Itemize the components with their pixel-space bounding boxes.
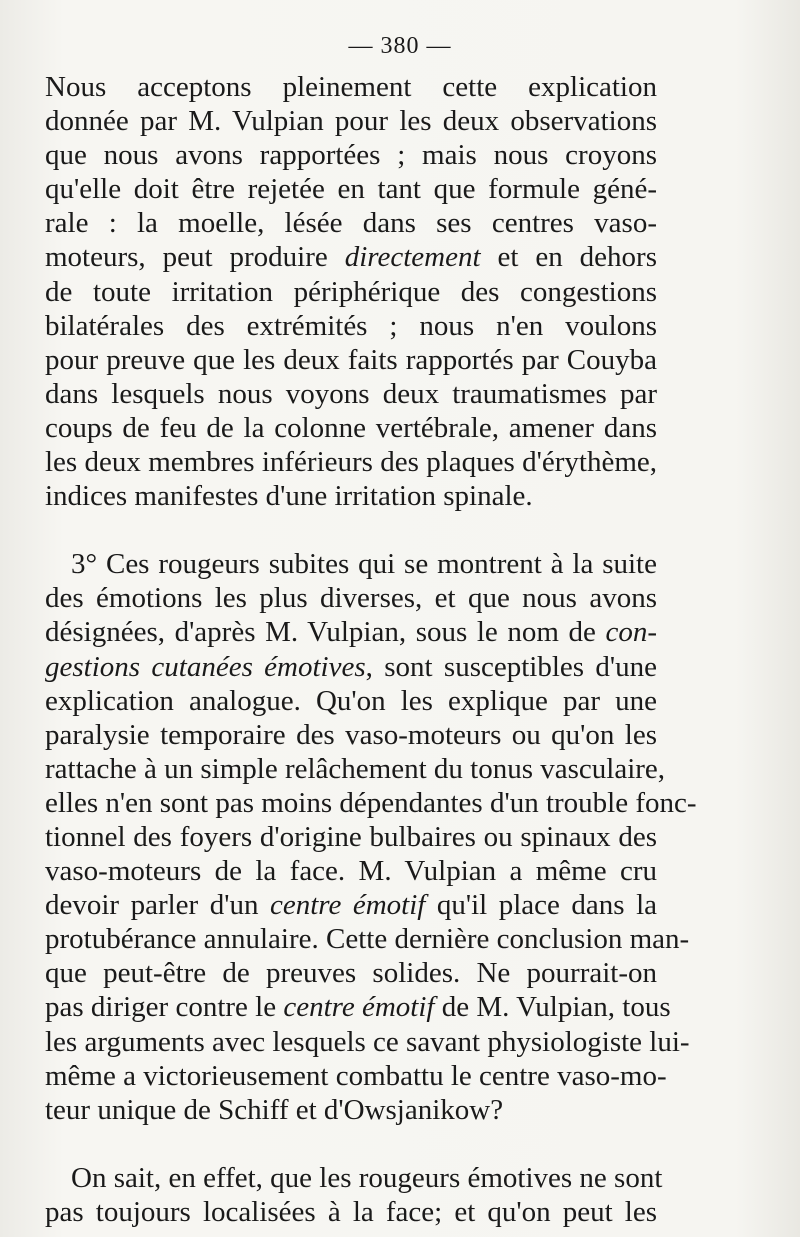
text-line: qu'elle doit être rejetée en tant que formule géné- [45,173,657,206]
text-line: vaso-moteurs de la face. M. Vulpian a même cru [45,855,657,888]
text-line: pas toujours localisées à la face; et qu'on peut les [45,1195,657,1228]
text-line: que peut-être de preuves solides. Ne pourrait-on [45,957,657,990]
text-line: gestions cutanées émotives, sont susceptibles d'une [45,650,657,683]
text-line: moteurs, peut produire directement et en dehors [45,241,657,274]
text-line: paralysie temporaire des vaso-moteurs ou qu'on les [45,718,657,751]
text-line: les deux membres inférieurs des plaques d'érythème, [45,446,657,479]
text-line: 3° Ces rougeurs subites qui se montrent à la suite [71,548,657,581]
text-line: explication analogue. Qu'on les explique par une [45,684,657,717]
text-line: elles n'en sont pas moins dépendantes d'un trouble fonc- [45,786,697,819]
text-line: bilatérales des extrémités ; nous n'en voulons [45,309,657,342]
text-line: dans lesquels nous voyons deux traumatismes par [45,377,657,410]
text-line: coups de feu de la colonne vertébrale, amener dans [45,411,657,444]
text-line: donnée par M. Vulpian pour les deux observations [45,105,657,138]
text-line: Nous acceptons pleinement cette explication [45,71,657,103]
text-line: pour preuve que les deux faits rapportés par Couyba [45,343,657,376]
text-line: devoir parler d'un centre émotif qu'il place dans la [45,889,657,922]
text-line: rattache à un simple relâchement du tonus vasculaire, [45,752,666,785]
text-line: rale : la moelle, lésée dans ses centres vaso- [45,207,657,240]
text-line: que nous avons rapportées ; mais nous croyons [45,139,657,172]
text-line: les arguments avec lesquels ce savant physiologiste lui- [45,1025,690,1058]
text-line: désignées, d'après M. Vulpian, sous le nom de con- [45,616,657,649]
text-line: indices manifestes d'une irritation spinale. [45,480,533,513]
text-line: des émotions les plus diverses, et que nous avons [45,582,657,615]
text-line: teur unique de Schiff et d'Owsjanikow? [45,1093,504,1126]
page-body [45,70,697,1229]
text-line: pas diriger contre le centre émotif de M. Vulpian, tous [45,991,671,1024]
paragraph-1 [45,70,657,513]
text-line: tionnel des foyers d'origine bulbaires ou spinaux des [45,820,657,853]
paragraph-3 [45,1161,663,1229]
page-number: — 380 — [348,33,452,59]
text-line: protubérance annulaire. Cette dernière conclusion man- [45,923,690,956]
text-line: même a victorieusement combattu le centre vaso-mo- [45,1059,667,1092]
paragraph-2 [45,547,697,1127]
text-line: On sait, en effet, que les rougeurs émotives ne sont [71,1161,663,1194]
text-line: de toute irritation périphérique des congestions [45,275,657,308]
